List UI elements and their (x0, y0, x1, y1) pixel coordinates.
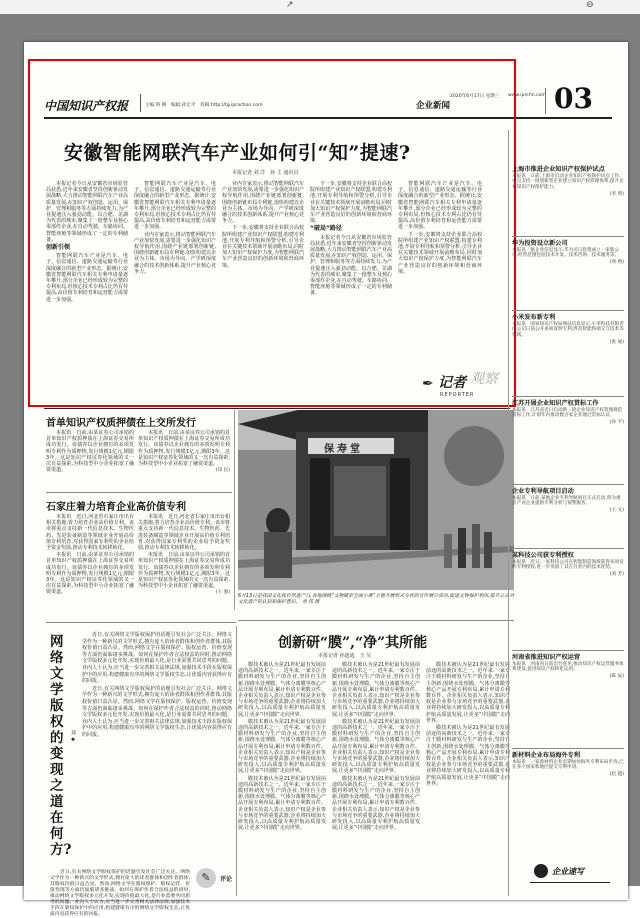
bottom-column-2: 膜技术被认为是21世纪最有发展前途的高新技术之一。近年来,一家专注于膜材料研发与生产的企业,坚持自主创新,围绕水处理膜、气体分离膜等核心产品开展专利布局,累计申请专利数百件。企业相关负责人表示,知识产权是企业参与市场竞争的重要武器,企业将持续加大研发投入,以高质量专利护航高质量发展,让更多“中国膜”走向世界。 膜技术被认为是21世纪最有发展前途的高新技术之一。近年来,一家专注于膜材料研发与生产的企业,坚持自主创新,围绕水处理膜、气体分离膜等核心产品开展专利布局,累计申请专利数百件。企业相关负责人表示,知识产权是企业参与市场竞争的重要武器,企业将持续加大研发投入,以高质量专利护航高质量发展,让更多“中国膜”走向世界。 膜技术被认为是21世纪最有发展前途的高新技术之一。近年来,一家专注于膜材料研发与生产的企业,坚持自主创新,围绕水处理膜、气体分离膜等核心产品开展专利布局,累计申请专利数百件。企业相关负责人表示,知识产权是企业参与市场竞争的重要武器,企业将持续加大研发投入,以高质量专利护航高质量发展,让更多“中国膜”走向世界。 (332, 662, 420, 832)
editorial-title: 网络文学版权的变现之道在何方? (50, 634, 72, 858)
section-name: 企业新闻 (416, 101, 451, 111)
brief-1: 上海市推进企业知识产权保护试点 本报讯 日前,上海市启动企业知识产权保护试点工作,重点支持一批创新型企业建立知识产权管理体系,提升企业知识产权保护能力。 (李 明) (512, 166, 624, 197)
brief-3: 小米发布新专利 本报讯 国家知识产权局网站信息显示,小米科技有限责任公司日前公开多项发明专利,涉及智能终端交互技术等领域。 (张 通) (512, 314, 624, 345)
reporter-watermark-en: REPORTER (440, 392, 475, 398)
page-number: 03 (554, 82, 593, 115)
editorial-badge-icon: ✎ (196, 868, 216, 888)
arrow-up-right-icon[interactable]: ↗ (286, 0, 294, 10)
lead-column-1: 本报记者今日从安徽省市场监管局获悉,近年来安徽省坚持创新驱动发展战略,大力推动智能网联汽车产业高质量发展,在知识产权创造、运用、保护、管理和服务等方面持续发力,为产业提速注入强劲动能。以合肥、芜湖为代表的城市,聚集了一批整车及核心零部件企业,在自动驾驶、车路协同、智能座舱等领域形成了一定的专利储备。 创新引领 智能网联汽车产业是汽车、电子、信息通信、道路交通运输等行业深度融合的新型产业形态。据统计,安徽省智能网联汽车相关专利申请量逐年攀升,部分企业已经形成较为完整的专利布局,但核心技术专利占比仍有待提高,高价值专利培育和运营能力需要进一步加强。 (46, 181, 128, 303)
photo-plaque: 保寿堂 (324, 444, 363, 455)
lead-headline: 安徽智能网联汽车产业如何引“知”提速? (64, 142, 411, 164)
lead-column-4: 下一步,安徽将支持企业联合高校院所组建产业知识产权联盟,构建专利池,开展专利导航和预警分析,引导企业在关键技术领域开展前瞻布局,同时加大知识产权保护力度,为智能网联汽车产业营造良好的创新环境和营商环境。 “破局”路径 本报记者今日从安徽省市场监管局获悉,近年来安徽省坚持创新驱动发展战略,大力推动智能网联汽车产业高质量发展,在知识产权创造、运用、保护、管理和服务等方面持续发力,为产业提速注入强劲动能。以合肥、芜湖为代表的城市,聚集了一批整车及核心零部件企业,在自动驾驶、车路协同、智能座舱等领域形成了一定的专利储备。 (310, 181, 392, 297)
reporter-watermark-sub: 观察 (470, 371, 498, 387)
highlight-box (28, 59, 516, 407)
brief-7: 河南省推进知识产权运营 本报讯 河南省日前出台意见,推动知识产权运营服务体系建设,促进知识产权转化运用。 (陈 辰) (512, 654, 624, 680)
brief-4: 江苏开展企业知识产权贯标工作 本报讯 江苏省近日启动新一轮企业知识产权管理规范贯标工作,计划年内推动数百家企业通过贯标认证。 (孙 平) (512, 400, 624, 426)
bottom-byline: 本报记者 孙迪迪 王 吴 (318, 653, 372, 659)
bottom-headline: 创新研“膜”,“净”其所能 (278, 635, 428, 651)
masthead-date: 2020年6月17日 星期三 (450, 94, 500, 99)
bottom-column-1: 膜技术被认为是21世纪最有发展前途的高新技术之一。近年来,一家专注于膜材料研发与生产的企业,坚持自主创新,围绕水处理膜、气体分离膜等核心产品开展专利布局,累计申请专利数百件。企业相关负责人表示,知识产权是企业参与市场竞争的重要武器,企业将持续加大研发投入,以高质量专利护航高质量发展,让更多“中国膜”走向世界。 膜技术被认为是21世纪最有发展前途的高新技术之一。近年来,一家专注于膜材料研发与生产的企业,坚持自主创新,围绕水处理膜、气体分离膜等核心产品开展专利布局,累计申请专利数百件。企业相关负责人表示,知识产权是企业参与市场竞争的重要武器,企业将持续加大研发投入,以高质量专利护航高质量发展,让更多“中国膜”走向世界。 膜技术被认为是21世纪最有发展前途的高新技术之一。近年来,一家专注于膜材料研发与生产的企业,坚持自主创新,围绕水处理膜、气体分离膜等核心产品开展专利布局,累计申请专利数百件。企业相关负责人表示,知识产权是企业参与市场竞争的重要武器,企业将持续加大研发投入,以高质量专利护航高质量发展,让更多“中国膜”走向世界。 (238, 662, 326, 832)
news-photo (238, 410, 514, 590)
lead-byline: 本报记者 刘 洋 孙 主 通讯员 (232, 170, 299, 176)
document-viewer[interactable] (0, 14, 640, 917)
newspaper-page (24, 42, 628, 917)
bottom-column-3: 膜技术被认为是21世纪最有发展前途的高新技术之一。近年来,一家专注于膜材料研发与生产的企业,坚持自主创新,围绕水处理膜、气体分离膜等核心产品开展专利布局,累计申请专利数百件。企业相关负责人表示,知识产权是企业参与市场竞争的重要武器,企业将持续加大研发投入,以高质量专利护航高质量发展,让更多“中国膜”走向世界。 膜技术被认为是21世纪最有发展前途的高新技术之一。近年来,一家专注于膜材料研发与生产的企业,坚持自主创新,围绕水处理膜、气体分离膜等核心产品开展专利布局,累计申请专利数百件。企业相关负责人表示,知识产权是企业参与市场竞争的重要武器,企业将持续加大研发投入,以高质量专利护航高质量发展,让更多“中国膜”走向世界。 (426, 662, 510, 787)
article-body-1b: 本报讯 日前,由某证券公司承销的首单知识产权质押债在上海证券交易所成功发行。该债券以企业拥有的多项发明专利作为质押物,发行规模1亿元,期限3年。这是知识产权证券化领域的又一次有益探索,为科技型中小企业拓宽了融资渠道。 (知 民) (138, 430, 230, 474)
photo-image (238, 410, 514, 590)
article-title-1: 首单知识产权质押债在上交所发行 (46, 418, 196, 429)
brief-6: 某科技公司获专利授权 本报讯 近日,一家科技公司在智能制造领域获得多项发明专利授权,进一步巩固了其在行业内的技术优势。 (刘 芳) (512, 552, 624, 578)
pen-icon: ✒ (422, 376, 434, 392)
column-badge: 企业速写 (552, 867, 584, 876)
article-body-1: 本报讯 日前,由某证券公司承销的首单知识产权质押债在上海证券交易所成功发行。该债券以企业拥有的多项发明专利作为质押物,发行规模1亿元,期限3年。这是知识产权证券化领域的又一次有益探索,为科技型中小企业拓宽了融资渠道。 (46, 430, 134, 474)
column-badge-icon (534, 864, 548, 878)
photo-caption: 6月13日是我国文化和自然遗产日,各地围绕“文物赋彩全面小康”主题开展形式多样的宣传展示活动,促进文物保护利用,提升公众对文化遗产的认知和保护意识。 刘 伟 摄 (238, 594, 514, 605)
brief-2: 华为投资设立新公司 本报讯 据企业信息显示,华为近日投资成立一家新公司,经营范围包括技术开发、技术咨询、技术服务等。 (周 明) (512, 240, 624, 266)
masthead-url: www.iprchn.com (508, 93, 546, 98)
zoom-out-icon[interactable]: ⊖ (586, 0, 594, 10)
brief-5: 企业专利导航项目启动 本报讯 日前,某地企业专利导航项目正式启动,将为重点产业企业提供专利分析与预警服务。 (王 文) (512, 488, 624, 514)
editorial-author: 郑 ◆ (70, 730, 76, 743)
masthead-credits: 主编:鲁 柳 编辑:孙宏平 投稿:http://tg.ipraction.com (145, 103, 263, 108)
viewer-toolbar (0, 0, 640, 15)
editorial-badge: 评论 (220, 876, 233, 883)
lead-column-2: 智能网联汽车产业是汽车、电子、信息通信、道路交通运输等行业深度融合的新型产业形态。据统计,安徽省智能网联汽车相关专利申请量逐年攀升,部分企业已经形成较为完整的专利布局,但核心技术专利占比仍有待提高,高价值专利培育和运营能力需要进一步加强。 业内专家表示,推动智能网联汽车产业加快发展,需要进一步强化知识产权导航作用,围绕产业链部署创新链,围绕创新链布局专利链,加快构建以企业为主体、市场为导向、产学研深度融合的技术创新体系,提升产业核心竞争力。 (134, 181, 216, 275)
article-title-2: 石家庄着力培育企业高价值专利 (46, 502, 186, 513)
editorial-tail: 近日,有关网络文学版权保护的话题引发社会广泛关注。网络文学作为一种新兴的文学形式,拥有庞大的读者群体和创作者群体,其版权价值日益凸显。然而,网络文学在版权保护、版权运营、价值变现等方面仍面临诸多挑战。如何在保护作者合法权益的同时,推动网络文学版权多元化开发,实现价值最大化,是行业需要共同思考的问题。业内人士认为,应当进一步完善相关法律法规,加强技术手段在版权保护中的应用,构建健康有序的网络文学版权生态,让优质内容获得应有的回报。 (50, 870, 190, 917)
lead-column-3: 业内专家表示,推动智能网联汽车产业加快发展,需要进一步强化知识产权导航作用,围绕产业链部署创新链,围绕创新链布局专利链,加快构建以企业为主体、市场为导向、产学研深度融合的技术创新体系,提升产业核心竞争力。 下一步,安徽将支持企业联合高校院所组建产业知识产权联盟,构建专利池,开展专利导航和预警分析,引导企业在关键技术领域开展前瞻布局,同时加大知识产权保护力度,为智能网联汽车产业营造良好的创新环境和营商环境。 (222, 181, 304, 269)
reporter-watermark: 记者 (438, 375, 466, 391)
editorial-body: 近日,有关网络文学版权保护的话题引发社会广泛关注。网络文学作为一种新兴的文学形式,拥有庞大的读者群体和创作者群体,其版权价值日益凸显。然而,网络文学在版权保护、版权运营、价值变现等方面仍面临诸多挑战。如何在保护作者合法权益的同时,推动网络文学版权多元化开发,实现价值最大化,是行业需要共同思考的问题。业内人士认为,应当进一步完善相关法律法规,加强技术手段在版权保护中的应用,构建健康有序的网络文学版权生态,让优质内容获得应有的回报。 近日,有关网络文学版权保护的话题引发社会广泛关注。网络文学作为一种新兴的文学形式,拥有庞大的读者群体和创作者群体,其版权价值日益凸显。然而,网络文学在版权保护、版权运营、价值变现等方面仍面临诸多挑战。如何在保护作者合法权益的同时,推动网络文学版权多元化开发,实现价值最大化,是行业需要共同思考的问题。业内人士认为,应当进一步完善相关法律法规,加强技术手段在版权保护中的应用,构建健康有序的网络文学版权生态,让优质内容获得应有的回报。 (82, 632, 232, 738)
article-body-2b: 本报讯 近日,河北省石家庄市出台相关措施,着力培育企业高价值专利。该市将重点支持新一代信息技术、生物医药、先进装备制造等领域企业开展高价值专利培育,对获得国家专利奖的企业给予资金奖励,推动专利技术转移转化。 本报讯 日前,由某证券公司承销的首单知识产权质押债在上海证券交易所成功发行。该债券以企业拥有的多项发明专利作为质押物,发行规模1亿元,期限3年。这是知识产权证券化领域的又一次有益探索,为科技型中小企业拓宽了融资渠道。 (王 强) (138, 514, 230, 596)
lead-column-5: 智能网联汽车产业是汽车、电子、信息通信、道路交通运输等行业深度融合的新型产业形态。据统计,安徽省智能网联汽车相关专利申请量逐年攀升,部分企业已经形成较为完整的专利布局,但核心技术专利占比仍有待提高,高价值专利培育和运营能力需要进一步加强。 下一步,安徽将支持企业联合高校院所组建产业知识产权联盟,构建专利池,开展专利导航和预警分析,引导企业在关键技术领域开展前瞻布局,同时加大知识产权保护力度,为智能网联汽车产业营造良好的创新环境和营商环境。 (398, 181, 482, 275)
article-body-2: 本报讯 近日,河北省石家庄市出台相关措施,着力培育企业高价值专利。该市将重点支持新一代信息技术、生物医药、先进装备制造等领域企业开展高价值专利培育,对获得国家专利奖的企业给予资金奖励,推动专利技术转移转化。 本报讯 日前,由某证券公司承销的首单知识产权质押债在上海证券交易所成功发行。该债券以企业拥有的多项发明专利作为质押物,发行规模1亿元,期限3年。这是知识产权证券化领域的又一次有益探索,为科技型中小企业拓宽了融资渠道。 (46, 514, 134, 596)
newspaper-logo: 中国知识产权报 (44, 99, 129, 113)
brief-8: 新材料企业布局海外专利 本报讯 一家新材料企业近期加快海外专利布局步伐,已在多个国家和地区提交专利申请。 (赵 越) (512, 752, 624, 778)
